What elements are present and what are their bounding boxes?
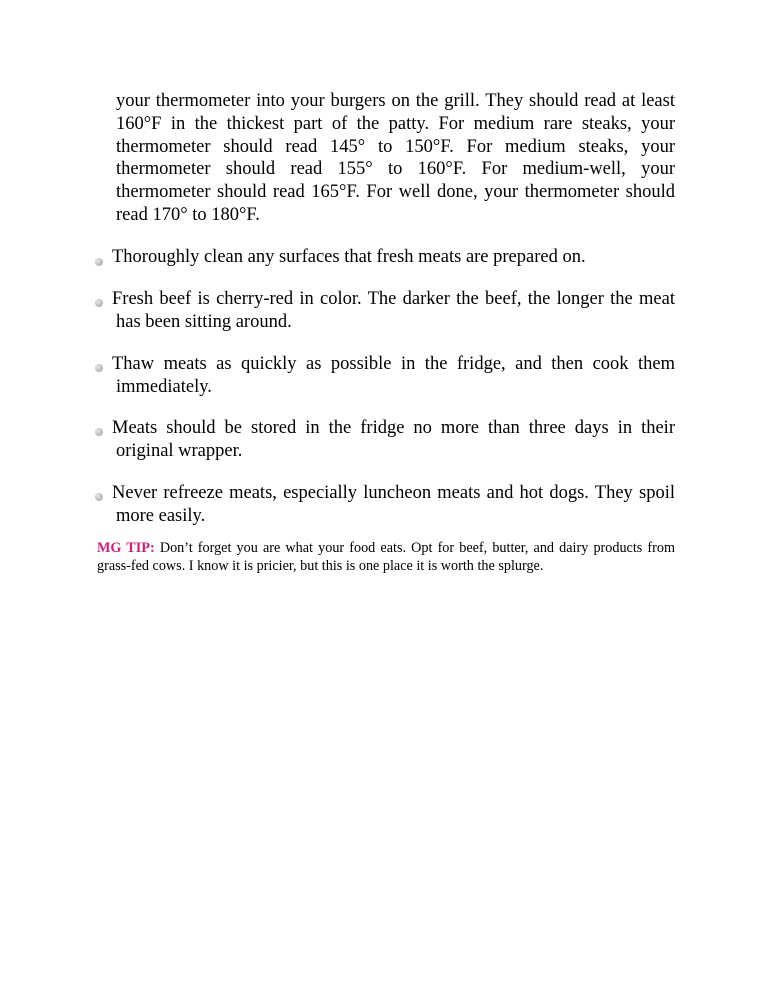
bullet-dot-icon	[95, 258, 103, 266]
tip-paragraph	[97, 540, 675, 575]
continuation-paragraph: your thermometer into your burgers on the grill. They should read at least 160°F in the thickest part of the patty. For medium rare steaks, your thermometer should read 145° to 150°F. For medium steaks, your thermometer should read 155° to 160°F. For medium-well, your thermometer should read 165°F. For well done, your thermometer should read 170° to 180°F.	[116, 91, 675, 225]
bullet-dot-icon	[95, 428, 103, 436]
bullet-text: Meats should be stored in the fridge no more than three days in their original wrapper.	[112, 418, 675, 461]
bullet-text: Never refreeze meats, especially luncheon meats and hot dogs. They spoil more easily.	[112, 483, 675, 526]
bullet-text: Thoroughly clean any surfaces that fresh meats are prepared on.	[112, 247, 586, 267]
bullet-dot-icon	[95, 493, 103, 501]
tip-label: MG TIP:	[97, 540, 155, 556]
bullet-text: Thaw meats as quickly as possible in the fridge, and then cook them immediately.	[112, 354, 675, 397]
bullet-text: Fresh beef is cherry-red in color. The darker the beef, the longer the meat has been sitting around.	[112, 289, 675, 332]
tip-text: Don’t forget you are what your food eats. Opt for beef, butter, and dairy products from grass-fed cows. I know it is pricier, but this is one place it is worth the splurge.	[97, 540, 676, 574]
bullet-dot-icon	[95, 299, 103, 307]
bullet-dot-icon	[95, 364, 103, 372]
